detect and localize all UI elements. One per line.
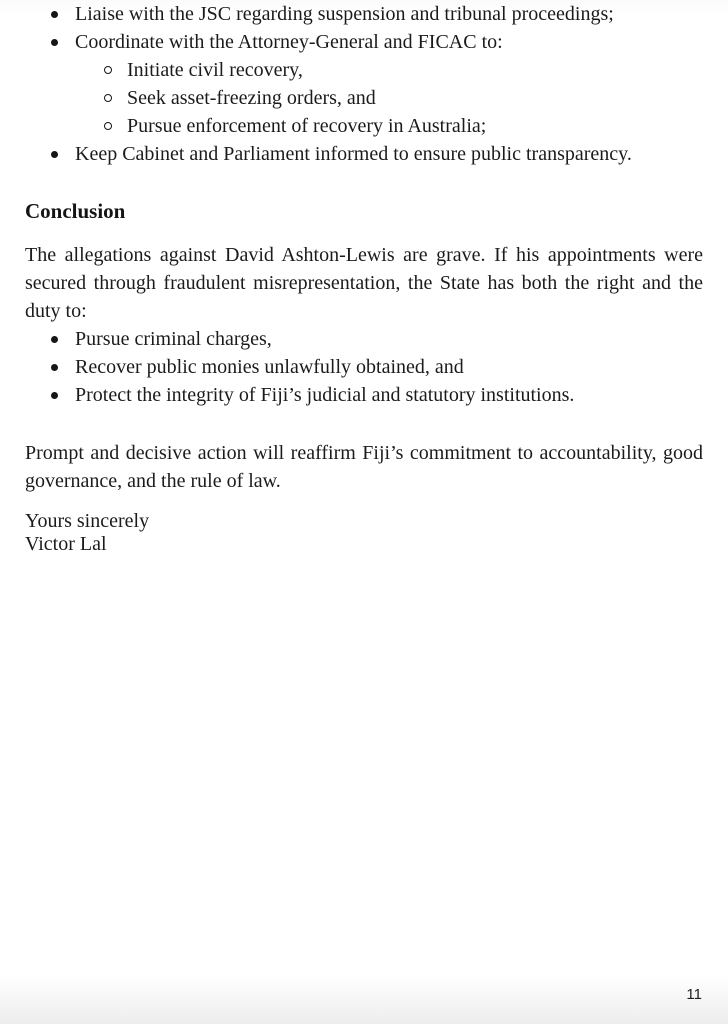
conclusion-bullet-list xyxy=(25,325,703,409)
list-item xyxy=(25,325,703,353)
sub-list-item-text: Initiate civil recovery, xyxy=(127,59,303,81)
bullet-disc-icon xyxy=(51,364,58,371)
conclusion-heading: Conclusion xyxy=(25,199,126,223)
sub-list-item-text: Seek asset-freezing orders, and xyxy=(127,87,376,109)
list-item xyxy=(25,28,703,56)
bullet-disc-icon xyxy=(51,11,58,18)
list-item xyxy=(25,0,703,28)
sub-list-item xyxy=(25,112,703,140)
list-item xyxy=(25,353,703,381)
sub-list-item xyxy=(25,84,703,112)
bullet-circle-icon xyxy=(104,122,112,130)
list-item-text: Keep Cabinet and Parliament informed to ensure public transparency. xyxy=(75,143,632,165)
conclusion-paragraph-1: The allegations against David Ashton-Lewis are grave. If his appointments were secured through fraudulent misrepresentation, the State has both the right and the duty to: xyxy=(25,244,703,322)
sub-list-item-text: Pursue enforcement of recovery in Australia; xyxy=(127,115,487,137)
list-item xyxy=(25,140,703,168)
document-content xyxy=(25,0,703,556)
sub-list-item xyxy=(25,56,703,84)
list-item-text: Recover public monies unlawfully obtained, and xyxy=(75,356,464,378)
bullet-disc-icon xyxy=(51,151,58,158)
bullet-circle-icon xyxy=(104,66,112,74)
conclusion-paragraph-2: Prompt and decisive action will reaffirm Fiji’s commitment to accountability, good governance, and the rule of law. xyxy=(25,442,703,492)
signature-closing: Yours sincerely xyxy=(25,510,150,532)
page-number: 11 xyxy=(686,986,702,1003)
bullet-disc-icon xyxy=(51,336,58,343)
signature-name: Victor Lal xyxy=(25,533,107,555)
signature-block xyxy=(25,510,703,556)
bullet-circle-icon xyxy=(104,94,112,102)
action-items-list xyxy=(25,0,703,168)
list-item-text: Liaise with the JSC regarding suspension and tribunal proceedings; xyxy=(75,3,614,25)
list-item-text: Pursue criminal charges, xyxy=(75,328,272,350)
bullet-disc-icon xyxy=(51,39,58,46)
list-item-text: Protect the integrity of Fiji’s judicial and statutory institutions. xyxy=(75,384,575,406)
bullet-disc-icon xyxy=(51,392,58,399)
list-item xyxy=(25,381,703,409)
list-item-text: Coordinate with the Attorney-General and FICAC to: xyxy=(75,31,503,53)
